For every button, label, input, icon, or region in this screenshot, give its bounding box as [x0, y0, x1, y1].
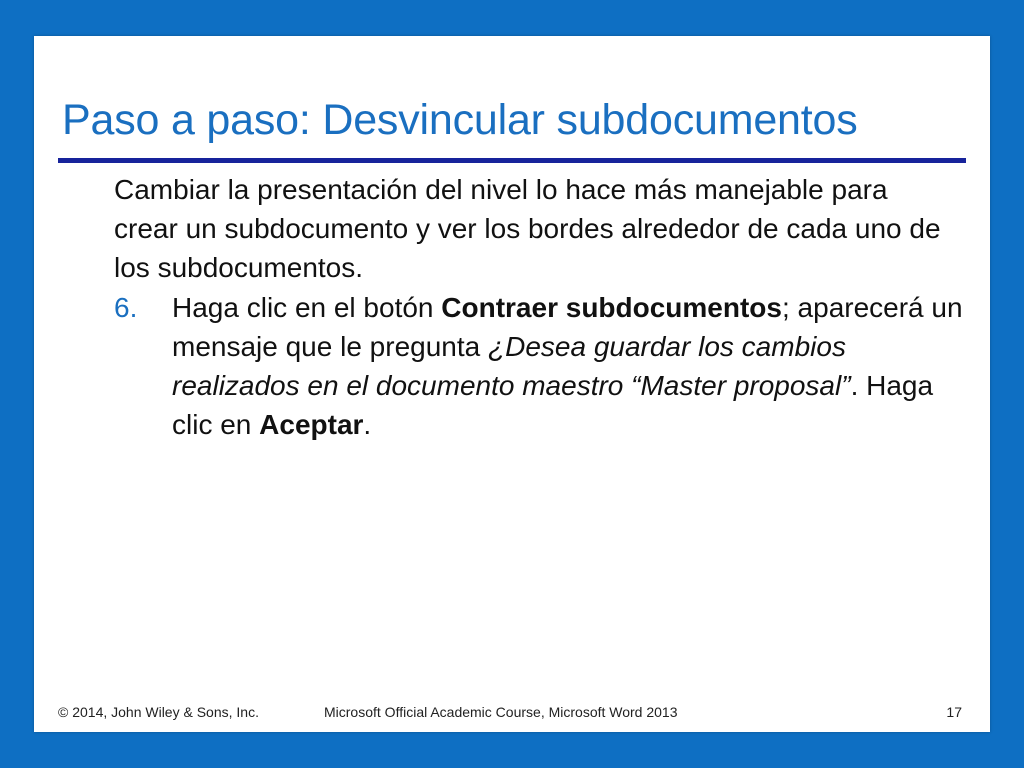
footer-copyright: © 2014, John Wiley & Sons, Inc.: [58, 704, 259, 720]
footer-page-number: 17: [946, 704, 962, 720]
step-text: [172, 288, 964, 444]
slide: [34, 36, 990, 732]
slide-title: Paso a paso: Desvincular subdocumentos: [62, 96, 858, 144]
step-text-part-1: Haga clic en el botón: [172, 292, 442, 323]
step-dialog-question: ¿Desea guardar los cambios realizados en el documento maestro “Master proposal”: [172, 331, 851, 401]
title-divider: [58, 158, 966, 163]
intro-paragraph: Cambiar la presentación del nivel lo hace más manejable para crear un subdocumento y ver los bordes alrededor de cada uno de los subdocumentos.: [114, 174, 941, 283]
footer-course: Microsoft Official Academic Course, Microsoft Word 2013: [324, 704, 678, 720]
step-accept-label: Aceptar: [259, 409, 364, 440]
slide-footer: [34, 704, 990, 724]
step-text-part-3: . Haga clic en: [172, 370, 934, 440]
step-item: [114, 288, 964, 444]
step-number: 6.: [114, 292, 138, 323]
step-text-part-4: .: [363, 409, 372, 440]
step-button-name: Contraer subdocumentos: [441, 292, 782, 323]
step-text-part-2: ; aparecerá un mensaje que le pregunta: [172, 292, 963, 362]
